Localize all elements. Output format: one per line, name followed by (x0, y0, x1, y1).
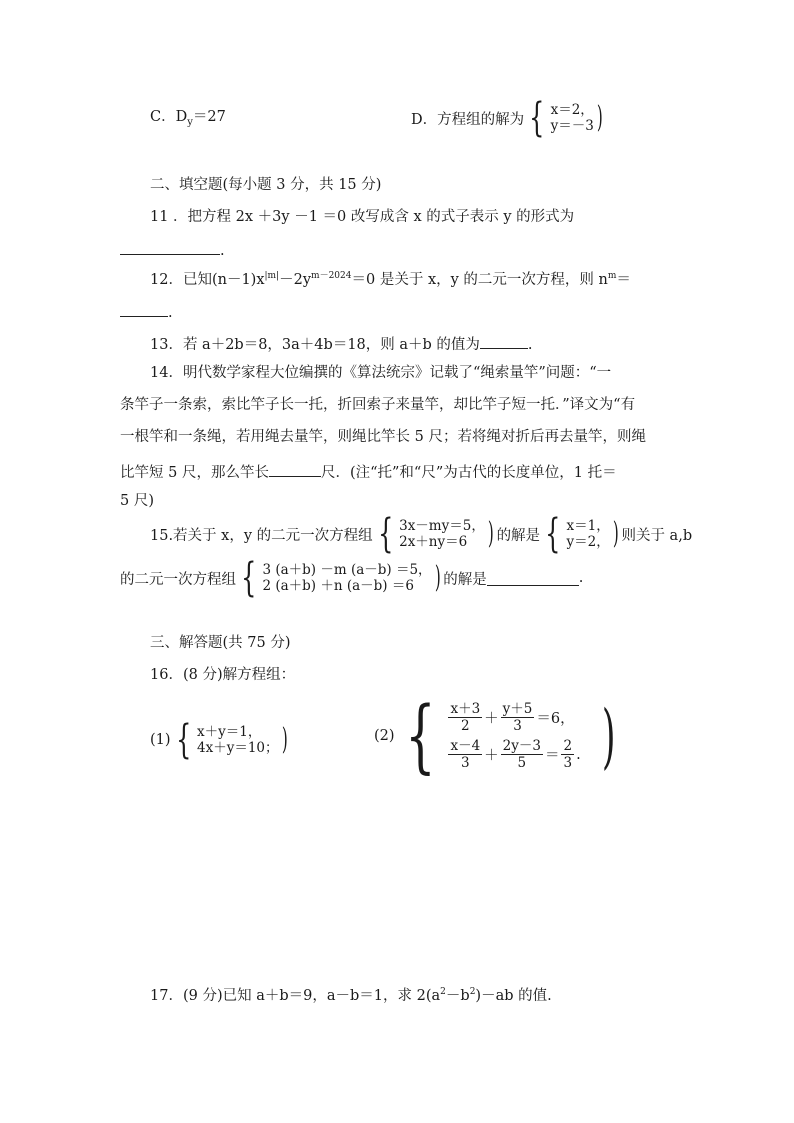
fraction (448, 739, 482, 770)
period: . (220, 243, 225, 259)
q17-part1: 17．(9 分)已知 a＋b＝9，a－b＝1，求 2(a (150, 988, 441, 1004)
part2-eq2 (446, 739, 580, 770)
question-11-text: 11 ．把方程 2x ＋3y －1 ＝0 改写成含 x 的式子表示 y 的形式为 (150, 209, 575, 225)
numerator: x＋3 (450, 700, 481, 717)
system2-eq1: x＝1， (566, 517, 610, 534)
fraction (501, 739, 543, 770)
option-d (411, 95, 606, 141)
q14-line4-part1: 比竿短 5 尺，那么竿长 (120, 465, 269, 481)
answer-blank[interactable] (120, 302, 168, 317)
denominator: 3 (563, 755, 573, 772)
section-heading-solutions: 三、解答题(共 75 分) (150, 635, 291, 651)
system1-eq2: 2x＋ny＝6 (399, 534, 468, 550)
plus-sign: ＋ (484, 748, 499, 765)
q12-part1: 12．已知(n－1)x (150, 272, 265, 288)
left-brace-icon: { (545, 511, 561, 557)
question-17-text (150, 988, 552, 1004)
q15-line2-suffix: 的解是 (443, 571, 487, 588)
right-paren-icon: ) (434, 560, 441, 595)
option-c-label: C．D (150, 109, 188, 125)
right-paren-icon: ) (601, 695, 616, 777)
part2-label: (2) (374, 728, 395, 744)
plus-sign: ＋ (484, 710, 499, 727)
question-14-line5: 5 尺) (120, 493, 154, 509)
question-14-line4 (120, 462, 617, 481)
q15-suffix: 则关于 a,b (621, 527, 693, 544)
fraction (448, 702, 482, 733)
period: . (168, 305, 173, 321)
question-16-part1 (150, 717, 290, 763)
q17-exponent1: 2 (440, 987, 446, 997)
question-14-line3: 一根竿和一条绳，若用绳去量竿，则绳比竿长 5 尺；若将绳对折后再去量竿，则绳 (120, 429, 646, 445)
q12-exponent2: m－2024 (311, 271, 352, 281)
q12-exponent1: |m| (264, 271, 280, 281)
question-14-line1: 14．明代数学家程大位编撰的《算法统宗》记载了“绳索量竿”问题：“一 (150, 365, 612, 381)
question-13 (150, 334, 533, 353)
q17-part2: －b (445, 988, 470, 1004)
option-c (150, 110, 226, 128)
system3-eq1: 3 (a＋b) －m (a－b) ＝5， (262, 561, 432, 578)
option-d-line2: y＝－3 (550, 118, 594, 134)
left-brace-icon: { (404, 689, 436, 782)
denominator: 2 (461, 717, 470, 734)
period: . (576, 746, 581, 763)
system1-eq1: 3x－my＝5， (399, 517, 485, 534)
answer-blank[interactable] (480, 334, 528, 349)
left-brace-icon: { (377, 511, 394, 557)
equation-system-3 (262, 563, 431, 593)
section-heading-fill-in: 二、填空题(每小题 3 分，共 15 分) (150, 177, 382, 193)
q14-line4-part2: 尺．(注“托”和“尺”为古代的长度单位，1 托＝ (320, 465, 617, 481)
left-brace-icon: { (175, 717, 191, 763)
option-d-label: D．方程组的解为 (411, 111, 525, 128)
system3-eq2: 2 (a＋b) ＋n (a－b) ＝6 (262, 578, 414, 594)
part2-eq1 (446, 702, 580, 733)
part1-eq2: 4x＋y＝10； (197, 740, 279, 756)
part1-eq1: x＋y＝1， (197, 723, 262, 740)
period: . (578, 570, 584, 586)
answer-blank[interactable] (120, 240, 220, 255)
numerator: 2y－3 (502, 738, 541, 754)
fraction (561, 739, 574, 770)
q12-equals: ＝ (616, 272, 631, 288)
question-14-line2: 条竿子一条索，索比竿子长一托，折回索子来量竿，却比竿子短一托．”译文为“有 (120, 397, 636, 413)
q12-part2: －2y (279, 272, 312, 288)
question-12-text (150, 272, 631, 288)
right-paren-icon: ) (612, 516, 619, 551)
right-paren-icon: ) (487, 516, 494, 551)
right-paren-icon: ) (596, 100, 603, 135)
denominator: 3 (513, 717, 522, 734)
q15-line2-prefix: 的二元一次方程组 (120, 571, 236, 588)
period: . (527, 337, 533, 353)
q12-part3: ＝0 是关于 x，y 的二元一次方程，则 n (351, 272, 608, 288)
numerator: y＋5 (502, 700, 533, 717)
q15-prefix: 15.若关于 x，y 的二元一次方程组 (150, 527, 373, 544)
option-c-value: ＝27 (192, 109, 226, 125)
denominator: 3 (461, 755, 470, 772)
fraction (501, 702, 535, 733)
numerator: 2 (563, 738, 573, 754)
question-16-part2 (374, 689, 622, 782)
equation-system-2 (567, 519, 610, 549)
question-15-line2 (120, 555, 584, 601)
option-c-sub: y (187, 116, 193, 128)
question-11-answer (120, 240, 225, 259)
question-15-line1 (150, 511, 693, 557)
question-16-text: 16．(8 分)解方程组： (150, 667, 296, 683)
answer-blank[interactable] (269, 462, 321, 477)
question-13-text: 13．若 a＋2b＝8，3a＋4b＝18，则 a＋b 的值为 (150, 337, 480, 353)
q17-part3: )－ab 的值. (475, 988, 552, 1004)
equation-system-1 (399, 519, 485, 549)
option-d-line1: x＝2， (550, 101, 594, 118)
part1-label: (1) (150, 732, 171, 748)
q15-mid: 的解是 (496, 527, 541, 544)
right-paren-icon: ) (281, 722, 288, 757)
system2-eq2: y＝2， (566, 534, 610, 550)
q12-exponent3: m (607, 271, 617, 281)
left-brace-icon: { (529, 95, 545, 141)
numerator: x－4 (450, 738, 481, 754)
left-brace-icon: { (241, 555, 257, 601)
equals-sign: ＝ (544, 748, 560, 765)
denominator: 5 (517, 755, 527, 772)
question-12-answer (120, 302, 173, 321)
q17-exponent2: 2 (469, 987, 476, 997)
equals-six: ＝6， (536, 710, 575, 727)
answer-blank[interactable] (487, 571, 579, 586)
